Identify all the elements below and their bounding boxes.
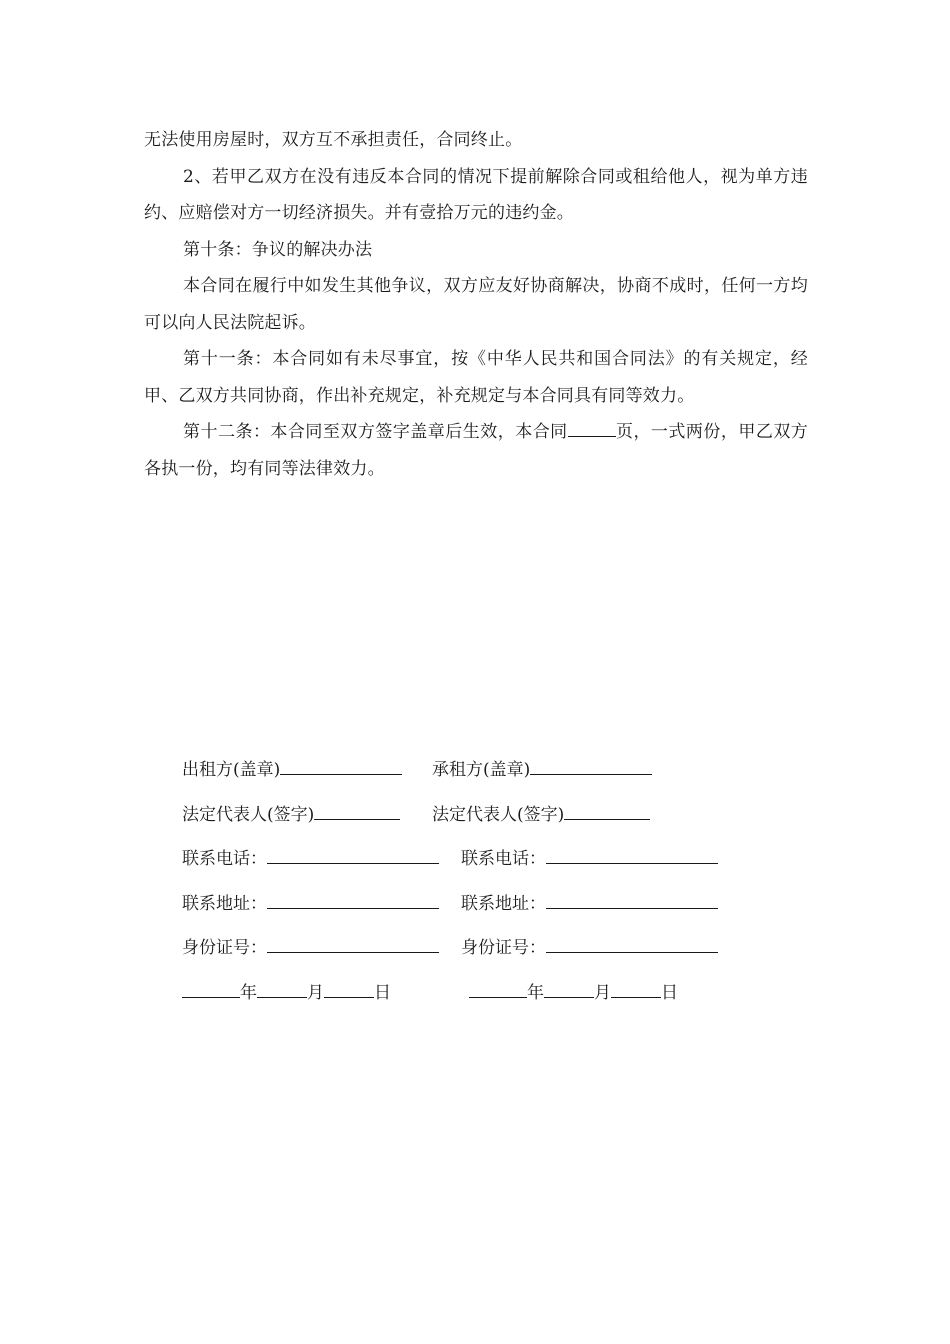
date-right-field [469,975,678,1009]
year-left-label: 年 [240,982,257,1003]
phone-left-blank[interactable] [267,841,439,864]
lessor-seal-blank[interactable] [280,752,402,775]
article-10-text: 本合同在履行中如发生其他争议，双方应友好协商解决，协商不成时，任何一方均可以向人民法院起诉。 [144,276,808,333]
year-right-blank[interactable] [469,975,527,998]
legal-rep-right-field [432,797,650,831]
id-row [182,930,782,975]
address-left-field [182,886,439,920]
id-right-label: 身份证号： [461,938,546,958]
article-10-heading: 第十条：争议的解决办法 [183,239,373,260]
address-left-blank[interactable] [267,886,439,909]
signature-block [182,752,782,1019]
month-right-label: 月 [594,982,611,1003]
day-right-label: 日 [661,982,678,1003]
day-left-blank[interactable] [324,975,374,998]
legal-rep-right-blank[interactable] [564,797,650,820]
month-left-label: 月 [307,982,324,1003]
id-right-field [461,930,718,964]
paragraph-clause-2: 2、若甲乙双方在没有违反本合同的情况下提前解除合同或租给他人，视为单方违约、应赔偿对方一切经济损失。并有壹拾万元的违约金。 [144,166,808,223]
phone-row [182,841,782,886]
article-12-after: 页，一式两份，甲乙双方各执一份，均有同等法律效力。 [144,422,809,479]
address-right-blank[interactable] [546,886,718,909]
address-left-label: 联系地址： [182,893,267,914]
address-right-field [461,886,718,920]
legal-rep-right-label: 法定代表人(签字) [432,804,565,825]
seal-row [182,752,782,797]
year-right-label: 年 [527,982,544,1003]
day-left-label: 日 [374,982,391,1003]
month-right-blank[interactable] [544,975,594,998]
lessor-seal-label: 出租方(盖章) [182,760,281,780]
phone-left-field [182,841,439,875]
phone-right-field [461,841,718,875]
phone-right-blank[interactable] [546,841,718,864]
date-row [182,975,782,1020]
date-left-field [182,975,391,1009]
lessor-seal-field [182,752,402,786]
article-11-text: 第十一条：本合同如有未尽事宜，按《中华人民共和国合同法》的有关规定，经甲、乙双方共同协商，作出补充规定，补充规定与本合同具有同等效力。 [144,349,808,406]
id-left-blank[interactable] [267,930,439,953]
legal-rep-left-label: 法定代表人(签字) [182,804,315,825]
legal-rep-left-blank[interactable] [314,797,400,820]
paragraph-continuation: 无法使用房屋时，双方互不承担责任，合同终止。 [144,130,523,150]
lessee-seal-field [432,752,652,786]
address-right-label: 联系地址： [461,893,546,914]
contract-body [144,122,808,487]
page-count-blank[interactable] [568,419,616,437]
year-left-blank[interactable] [182,975,240,998]
phone-left-label: 联系电话： [182,849,267,869]
lessee-seal-blank[interactable] [530,752,652,775]
id-left-field [182,930,439,964]
legal-rep-left-field [182,797,400,831]
id-left-label: 身份证号： [182,938,267,958]
phone-right-label: 联系电话： [461,849,546,869]
article-12-before: 第十二条：本合同至双方签字盖章后生效，本合同 [183,422,568,442]
legal-rep-row [182,797,782,842]
month-left-blank[interactable] [257,975,307,998]
day-right-blank[interactable] [611,975,661,998]
address-row [182,886,782,931]
article-12-text [144,414,808,487]
id-right-blank[interactable] [546,930,718,953]
lessee-seal-label: 承租方(盖章) [432,760,531,780]
